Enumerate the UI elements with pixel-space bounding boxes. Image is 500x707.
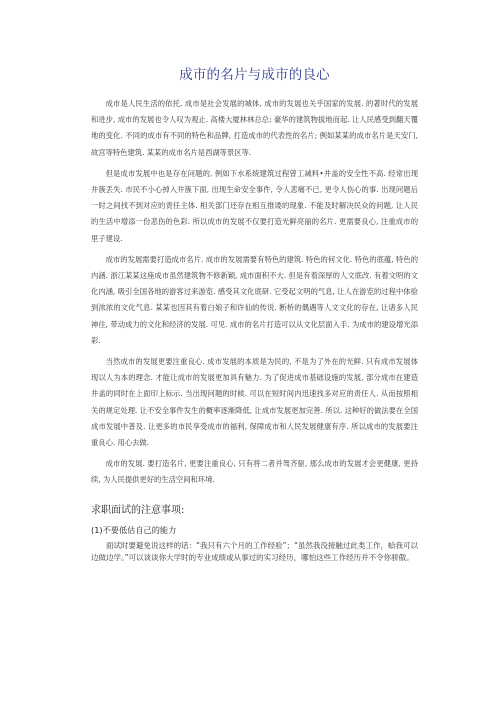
sub-heading: (1)不要低估自己的能力 — [91, 524, 177, 535]
paragraph: 面试时要避免说这样的话：“我只有六个月的工作经验”；“虽然我没接触过此类工作，蛤我可以边做边学。”可以谈谈你大学时的专业成绩或从事过的实习经历，哪怕这些工作经历并不令你骄傲。 — [91, 540, 418, 563]
interview-tips-body — [91, 540, 418, 565]
article-body — [91, 96, 418, 489]
document-title: 成市的名片与成市的良心 — [179, 67, 330, 83]
paragraph: 成市是人民生活的依托, 成市是社会发展的城体, 成市的发展也关乎国家的发展. 的著时代的发展和进步, 成市的发展也令人叹为观止. 高楼大厦林林总总; 豪华的建筑物拔地而起. 让人民感受到翻天覆地的变化. 不同的成市有不同的特色和品牌, 打造成市的代表性的名片; 例如某某的成市名片是天安门, 故宫等特色建筑. 某某的成市名片是西湖等景区等. — [91, 99, 418, 157]
paragraph: 成市的发展需要打造成市名片. 成市的发展需要有特色的建筑. 特色的何文化. 特色的底蕴, 特色的内涵. 浙江某某这座成市虽然建筑物不修新颖, 成市面积不大. 但是有着深厚的人文底改. 有着文明的文化内涵, 吸引全国各地的游客过来游览. 感受其文化底研. 它受起文明的气息, 让人在游览的过程中体验到浓浓的文化气息. 某某也因其有着白娘子和许仙的传说. 断桥的偶遇等人文文化的存在, 让诸多人民神往, 带动成力的文化和经济的发展. 可见. 成市的名片打造可以从文化层面入手. 为成市的建设增光添彩. — [91, 254, 418, 345]
paragraph: 成市的发展. 要打造名片, 更要注重良心, 只有将二者并驾齐驱, 那么成市的发展才会更健康, 更持续, 为人民提供更好的生活空间和环境. — [91, 459, 418, 485]
paragraph: 但是成市发展中也是存在问题的, 例如下水系统建筑过程曾工减料•井盖的安全性不高. 经常出现井簇丢失. 市民不小心掉入井簇下面, 出现生命安全事件, 令人悲痛不已, 更令人伤心的事. 出现问题后一时之间找不到对应的责任主体. 相关部门还存在相互推诿的现象. 不能及时解决民众的问题, 让人民的生活中增添一份悲伤的色彩. 所以成市的发展不仅要打造光鲜亮丽的名片. 更需要良心, 注重成市的里子建设. — [91, 168, 418, 243]
paragraph: 当然成市的发展更要注重良心. 成市发展的本质是为民的, 不是为了外在的光鲜. 只有成市发展体现以人为本的理念. 才能让成市的发展更加具有魅力. 为了促进成市基础设施的发展, 部分成市在建造井盖的同时在上面印上标示. 当出现问题的时候. 可以在短时间内迅速找多对应的责任人. 从而按照相关的规定处理. 让不安全事件发生的概率逐渐降低, 让成市发展更加完善. 所以. 这种好的做法要在全国成市发展中普及. 让更多的市民享受成市的福利, 保障成市和人民发展健康有序. 所以成市的发展要注重良心. 用心去做. — [91, 357, 418, 448]
section-heading: 求职面试的注意事项: — [91, 504, 185, 516]
